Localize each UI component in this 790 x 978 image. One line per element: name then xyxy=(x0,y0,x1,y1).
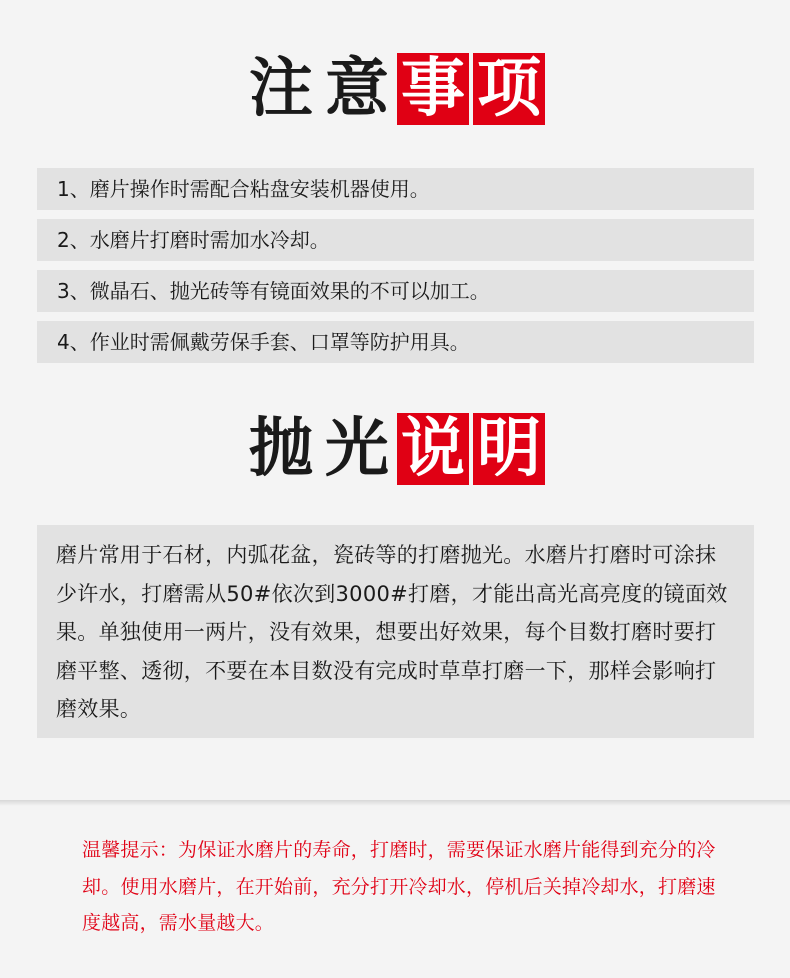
polish-title-char-3-highlight: 说 xyxy=(397,413,469,485)
notice-item-1: 1、磨片操作时需配合粘盘安装机器使用。 xyxy=(37,168,754,210)
notice-item-3: 3、微晶石、抛光砖等有镜面效果的不可以加工。 xyxy=(37,270,754,312)
polish-title-char-1: 抛 xyxy=(249,412,313,486)
polish-description: 磨片常用于石材，内弧花盆，瓷砖等的打磨抛光。水磨片打磨时可涂抹少许水，打磨需从50#依次到3000#打磨，才能出高光高亮度的镜面效果。单独使用一两片，没有效果，想要出好效果，每个目数打磨时要打磨平整、透彻，不要在本目数没有完成时草草打磨一下，那样会影响打磨效果。 xyxy=(37,525,754,738)
polish-title xyxy=(0,413,790,485)
polish-title-char-4-highlight: 明 xyxy=(473,413,545,485)
notice-title-char-3-highlight: 事 xyxy=(397,53,469,125)
notice-item-4: 4、作业时需佩戴劳保手套、口罩等防护用具。 xyxy=(37,321,754,363)
notice-title-char-1: 注 xyxy=(249,52,313,126)
polish-title-char-2: 光 xyxy=(325,412,389,486)
notice-list xyxy=(37,168,754,363)
notice-title xyxy=(0,53,790,125)
notice-title-char-4-highlight: 项 xyxy=(473,53,545,125)
section-divider xyxy=(0,800,790,806)
warm-tip: 温馨提示：为保证水磨片的寿命，打磨时，需要保证水磨片能得到充分的冷却。使用水磨片，在开始前，充分打开冷却水，停机后关掉冷却水，打磨速度越高，需水量越大。 xyxy=(82,839,716,934)
notice-item-2: 2、水磨片打磨时需加水冷却。 xyxy=(37,219,754,261)
notice-title-char-2: 意 xyxy=(325,52,389,126)
